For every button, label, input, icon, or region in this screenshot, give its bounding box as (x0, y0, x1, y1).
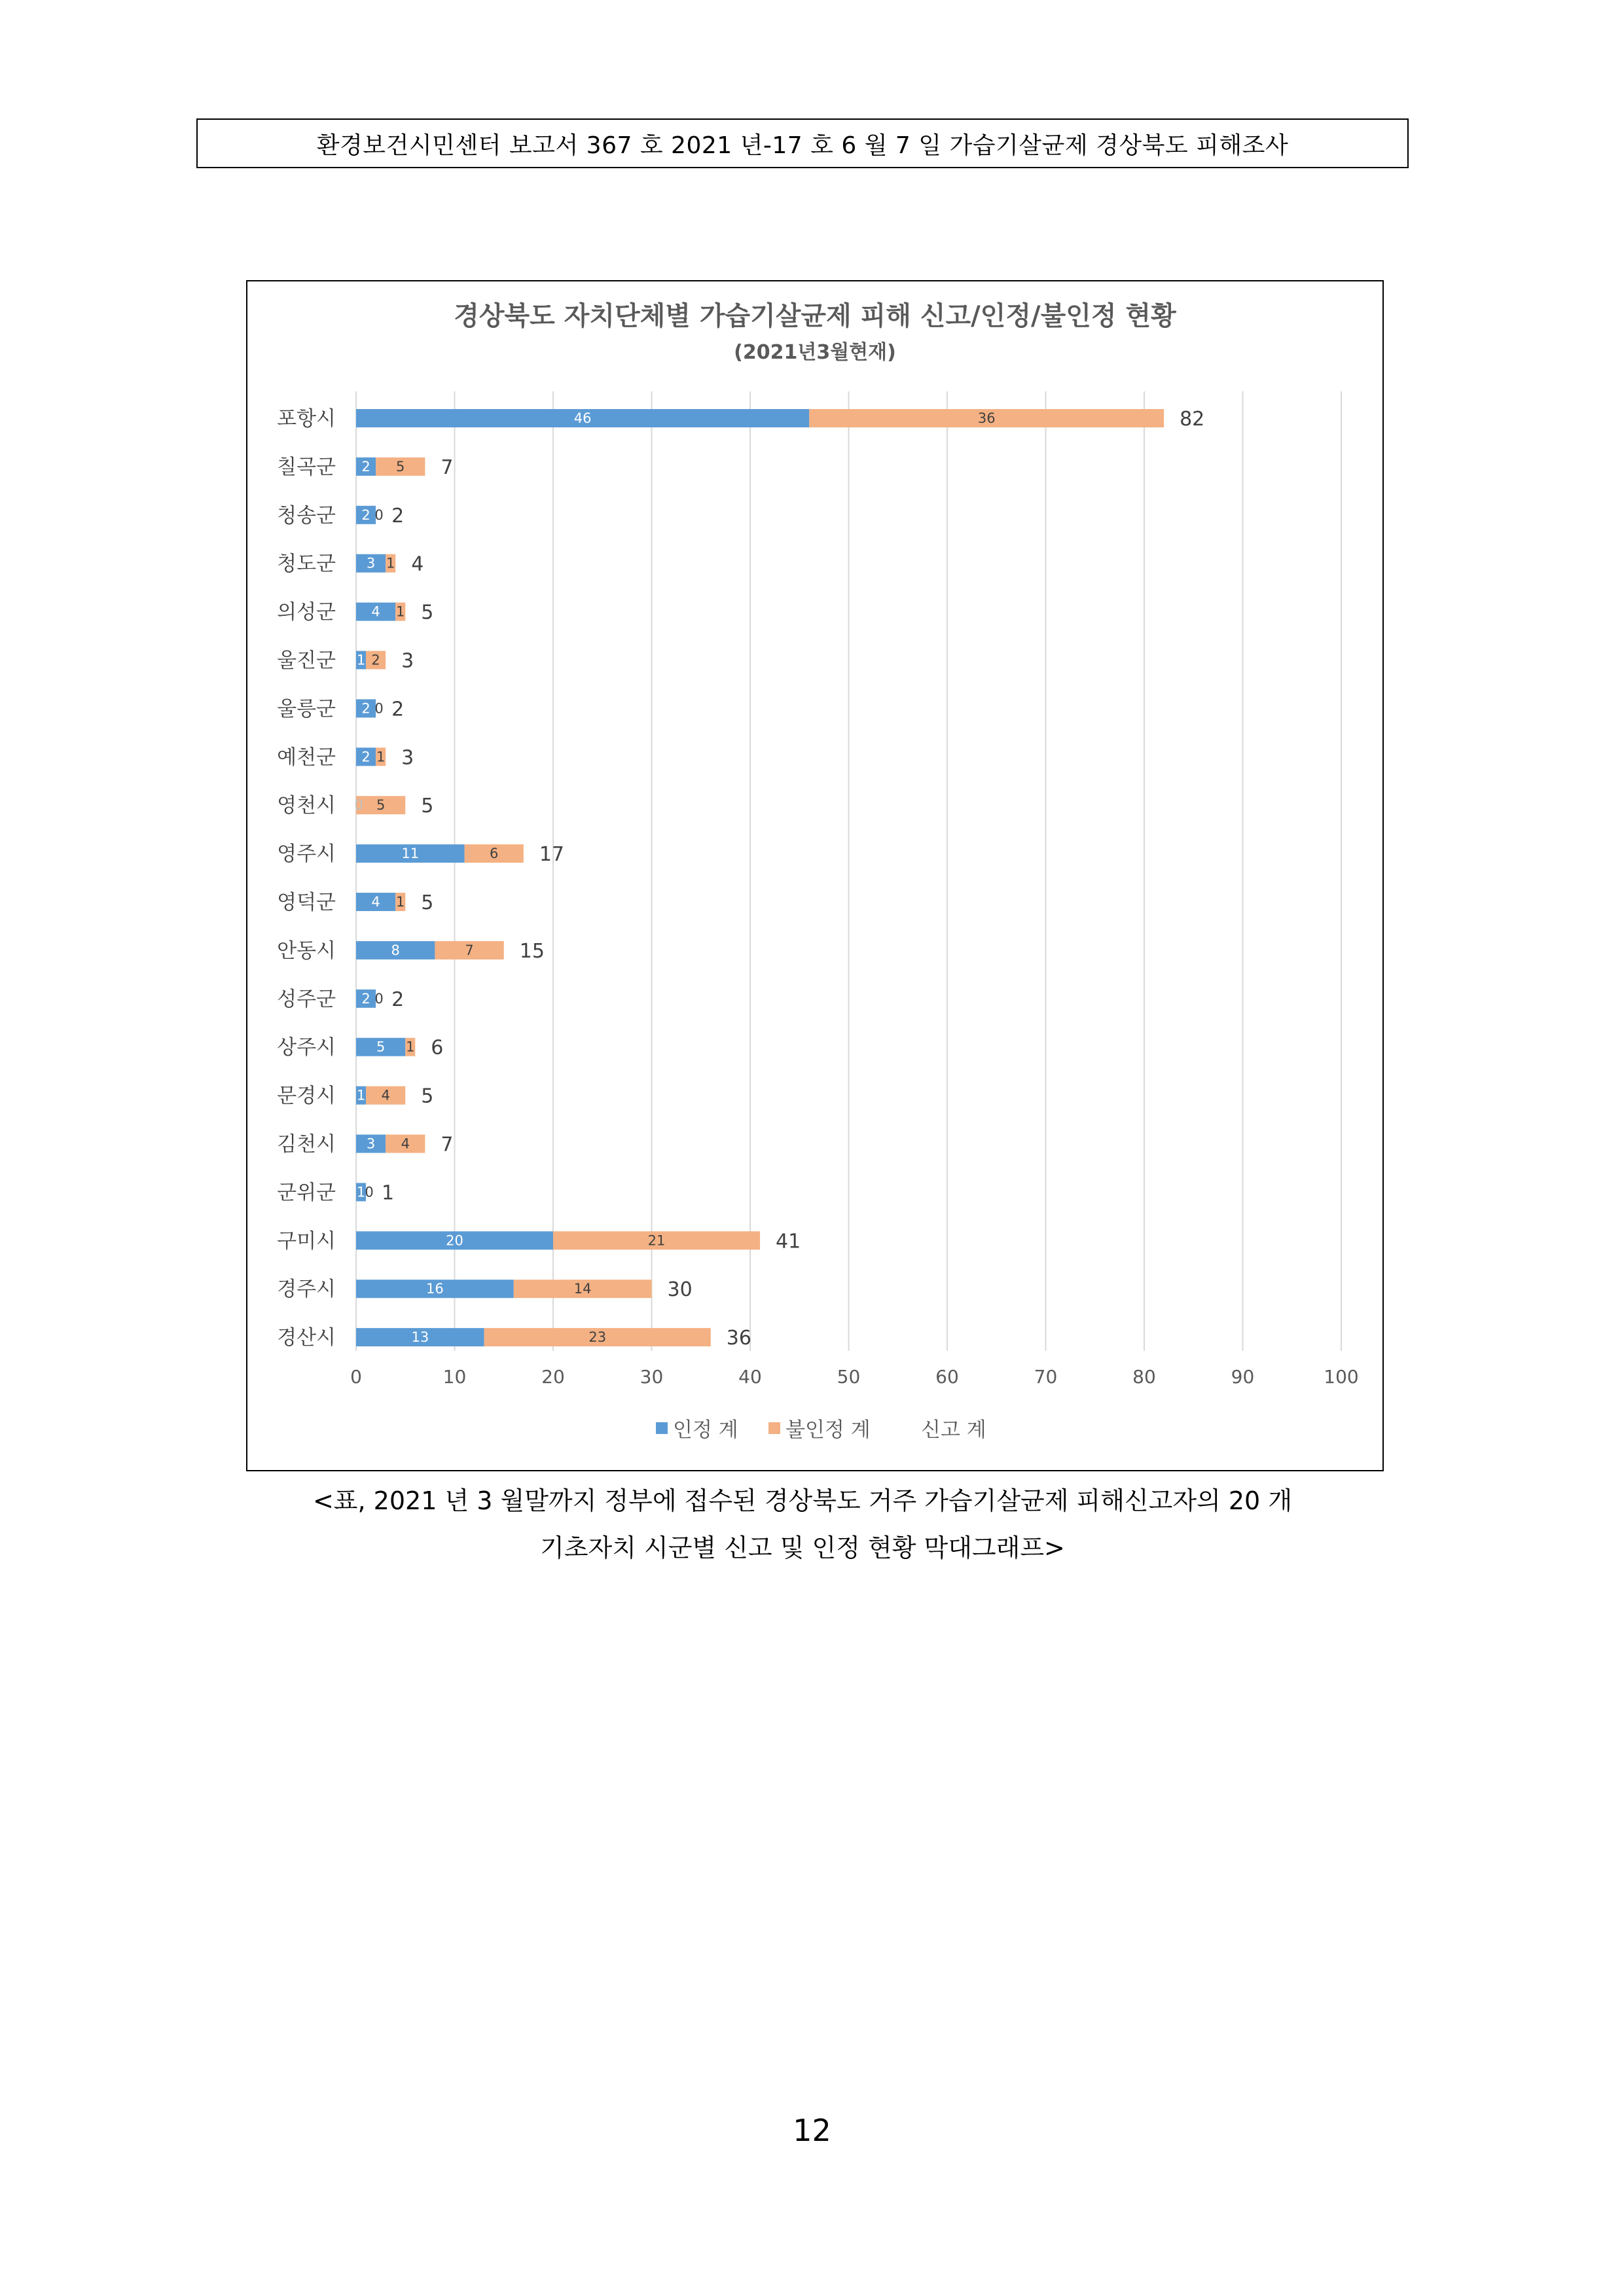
data-label-unrecognized: 0 (374, 700, 384, 717)
data-label-unrecognized: 0 (374, 507, 384, 523)
data-label-total: 2 (391, 988, 405, 1011)
data-label-unrecognized: 21 (647, 1232, 666, 1249)
data-label-recognized: 2 (361, 458, 370, 475)
data-label-total: 1 (382, 1181, 395, 1205)
category-label: 영천시 (277, 794, 336, 818)
legend-label: 인정 계 (673, 1418, 738, 1442)
category-label: 의성군 (277, 600, 336, 624)
data-label-unrecognized: 7 (465, 942, 474, 958)
data-label-recognized: 1 (356, 652, 366, 668)
x-tick-label: 90 (1231, 1366, 1255, 1388)
category-label: 영덕군 (277, 891, 336, 914)
data-label-total: 7 (441, 1133, 454, 1157)
data-label-recognized: 1 (356, 1087, 366, 1103)
x-tick-label: 20 (541, 1366, 565, 1388)
category-label: 구미시 (277, 1229, 336, 1253)
data-label-total: 41 (776, 1230, 801, 1253)
legend-swatch (768, 1422, 780, 1434)
data-label-recognized: 4 (371, 894, 380, 910)
data-label-recognized: 2 (361, 749, 370, 765)
data-label-total: 17 (539, 843, 565, 867)
data-label-total: 7 (441, 456, 454, 479)
data-label-total: 4 (411, 552, 424, 576)
data-label-total: 2 (391, 698, 405, 721)
data-label-recognized: 2 (361, 700, 370, 717)
x-tick-label: 10 (442, 1366, 467, 1388)
figure-caption-line-1: <표, 2021 년 3 월말까지 정부에 접수된 경상북도 거주 가습기살균제 피해신고자의 20 개 (312, 1486, 1293, 1515)
category-label: 영주시 (277, 842, 336, 867)
data-label-recognized: 13 (411, 1329, 429, 1346)
data-label-recognized: 2 (361, 990, 370, 1007)
data-label-unrecognized: 4 (381, 1087, 390, 1103)
x-tick-label: 70 (1034, 1366, 1058, 1388)
category-label: 청도군 (277, 552, 336, 576)
page-number: 12 (793, 2113, 831, 2148)
x-tick-label: 60 (935, 1366, 959, 1388)
category-label: 안동시 (277, 939, 336, 963)
data-label-unrecognized: 1 (386, 555, 395, 571)
data-label-unrecognized: 6 (490, 846, 499, 862)
data-label-total: 5 (421, 601, 434, 624)
data-label-total: 5 (421, 1085, 434, 1108)
category-label: 경산시 (277, 1326, 336, 1350)
data-label-recognized: 4 (371, 603, 380, 620)
data-label-recognized: 1 (356, 1184, 366, 1200)
data-label-recognized: 16 (426, 1281, 444, 1297)
data-label-unrecognized: 1 (406, 1039, 415, 1055)
data-label-recognized: 2 (361, 507, 370, 523)
data-label-total: 3 (401, 746, 414, 770)
data-label-total: 30 (667, 1278, 693, 1302)
x-tick-label: 0 (350, 1366, 362, 1388)
data-label-total: 5 (421, 891, 434, 914)
data-label-unrecognized: 2 (371, 652, 380, 668)
data-label-recognized: 3 (366, 1136, 376, 1152)
data-label-unrecognized: 5 (376, 797, 386, 814)
bar-chart-frame (246, 280, 1384, 1471)
category-label: 포항시 (277, 407, 336, 431)
category-label: 울진군 (277, 649, 336, 673)
data-label-unrecognized: 5 (396, 458, 405, 475)
category-label: 예천군 (277, 745, 336, 770)
data-label-total: 5 (421, 795, 434, 818)
report-header (196, 118, 1409, 168)
legend-label: 신고 계 (921, 1418, 986, 1442)
data-label-total: 3 (401, 649, 414, 673)
category-label: 울릉군 (277, 697, 336, 721)
data-label-total: 82 (1180, 408, 1205, 431)
data-label-unrecognized: 36 (977, 410, 996, 426)
data-label-unrecognized: 0 (365, 1184, 374, 1200)
data-label-unrecognized: 23 (588, 1329, 607, 1346)
data-label-total: 36 (726, 1327, 751, 1350)
data-label-recognized: 20 (446, 1232, 463, 1249)
data-label-unrecognized: 1 (396, 603, 405, 620)
category-label: 김천시 (277, 1132, 336, 1157)
x-tick-label: 50 (837, 1366, 861, 1388)
data-label-total: 15 (519, 939, 545, 963)
data-label-unrecognized: 4 (401, 1136, 410, 1152)
x-tick-label: 40 (738, 1366, 762, 1388)
data-label-recognized: 11 (401, 846, 420, 862)
figure-caption-line-2: 기초자치 시군별 신고 및 인정 현황 막대그래프> (540, 1534, 1065, 1562)
data-label-unrecognized: 1 (376, 749, 386, 765)
stacked-bar-chart (247, 281, 1382, 1470)
category-label: 군위군 (277, 1181, 336, 1205)
chart-title: 경상북도 자치단체별 가습기살균제 피해 신고/인정/불인정 현황 (454, 301, 1176, 331)
data-label-unrecognized: 14 (573, 1281, 592, 1297)
category-label: 문경시 (277, 1084, 336, 1108)
chart-subtitle: (2021년3월현재) (734, 341, 896, 364)
data-label-recognized: 46 (573, 410, 592, 426)
category-label: 청송군 (277, 503, 336, 528)
category-label: 상주시 (277, 1035, 336, 1060)
data-label-total: 6 (431, 1036, 444, 1060)
data-label-recognized: 0 (354, 797, 363, 814)
data-label-unrecognized: 1 (396, 894, 405, 910)
data-label-recognized: 3 (366, 555, 376, 571)
data-label-recognized: 5 (376, 1039, 386, 1055)
x-tick-label: 30 (640, 1366, 664, 1388)
report-header-text: 환경보건시민센터 보고서 367 호 2021 년-17 호 6 월 7 일 가습기살균제 경상북도 피해조사 (316, 132, 1289, 159)
data-label-total: 2 (391, 504, 405, 528)
legend-label: 불인정 계 (785, 1418, 871, 1442)
data-label-recognized: 8 (391, 942, 400, 958)
category-label: 성주군 (277, 987, 336, 1011)
x-tick-label: 100 (1324, 1366, 1359, 1388)
category-label: 칠곡군 (277, 455, 336, 479)
data-label-unrecognized: 0 (374, 990, 384, 1007)
x-tick-label: 80 (1132, 1366, 1156, 1388)
category-label: 경주시 (277, 1278, 336, 1302)
legend-swatch (656, 1422, 668, 1434)
